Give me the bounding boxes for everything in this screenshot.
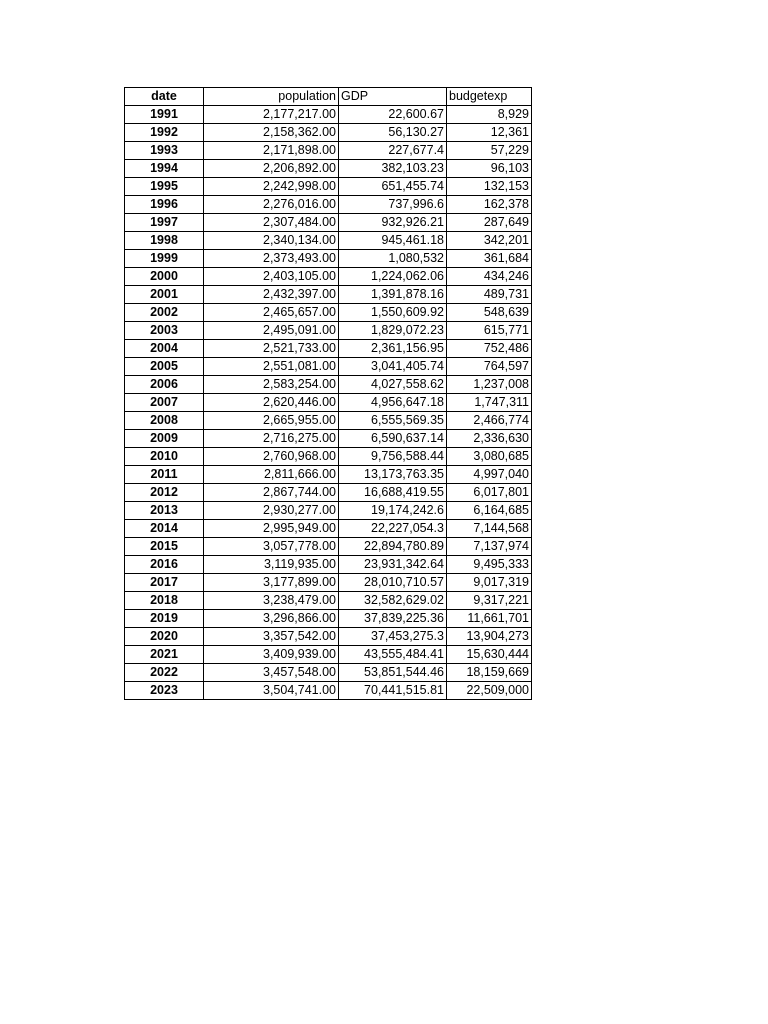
- table-row: [125, 556, 532, 574]
- cell-population: 2,716,275.00: [204, 430, 339, 448]
- header-row: [125, 88, 532, 106]
- table-row: [125, 142, 532, 160]
- table-row: [125, 520, 532, 538]
- cell-population: 3,119,935.00: [204, 556, 339, 574]
- cell-population: 2,177,217.00: [204, 106, 339, 124]
- cell-date: 2014: [125, 520, 204, 538]
- cell-gdp: 1,829,072.23: [339, 322, 447, 340]
- cell-gdp: 6,555,569.35: [339, 412, 447, 430]
- cell-population: 2,930,277.00: [204, 502, 339, 520]
- cell-population: 3,357,542.00: [204, 628, 339, 646]
- table-row: [125, 124, 532, 142]
- cell-gdp: 22,894,780.89: [339, 538, 447, 556]
- cell-budgetexp: 96,103: [447, 160, 532, 178]
- table-row: [125, 538, 532, 556]
- cell-date: 1999: [125, 250, 204, 268]
- cell-population: 2,158,362.00: [204, 124, 339, 142]
- cell-budgetexp: 615,771: [447, 322, 532, 340]
- cell-gdp: 2,361,156.95: [339, 340, 447, 358]
- cell-budgetexp: 1,237,008: [447, 376, 532, 394]
- cell-gdp: 16,688,419.55: [339, 484, 447, 502]
- cell-budgetexp: 1,747,311: [447, 394, 532, 412]
- cell-date: 2002: [125, 304, 204, 322]
- table-row: [125, 268, 532, 286]
- table-row: [125, 628, 532, 646]
- table-row: [125, 484, 532, 502]
- cell-date: 2013: [125, 502, 204, 520]
- cell-gdp: 4,027,558.62: [339, 376, 447, 394]
- cell-date: 2000: [125, 268, 204, 286]
- cell-date: 1997: [125, 214, 204, 232]
- cell-gdp: 1,550,609.92: [339, 304, 447, 322]
- table-row: [125, 592, 532, 610]
- cell-gdp: 4,956,647.18: [339, 394, 447, 412]
- cell-budgetexp: 9,017,319: [447, 574, 532, 592]
- cell-gdp: 1,224,062.06: [339, 268, 447, 286]
- cell-budgetexp: 342,201: [447, 232, 532, 250]
- cell-gdp: 70,441,515.81: [339, 682, 447, 700]
- table-row: [125, 376, 532, 394]
- cell-budgetexp: 12,361: [447, 124, 532, 142]
- cell-gdp: 1,391,878.16: [339, 286, 447, 304]
- cell-population: 2,811,666.00: [204, 466, 339, 484]
- cell-date: 2010: [125, 448, 204, 466]
- cell-population: 2,465,657.00: [204, 304, 339, 322]
- cell-gdp: 382,103.23: [339, 160, 447, 178]
- cell-date: 2019: [125, 610, 204, 628]
- cell-budgetexp: 4,997,040: [447, 466, 532, 484]
- cell-population: 2,307,484.00: [204, 214, 339, 232]
- cell-gdp: 945,461.18: [339, 232, 447, 250]
- cell-date: 2016: [125, 556, 204, 574]
- cell-gdp: 737,996.6: [339, 196, 447, 214]
- cell-date: 2008: [125, 412, 204, 430]
- cell-budgetexp: 7,144,568: [447, 520, 532, 538]
- table-row: [125, 664, 532, 682]
- table-row: [125, 574, 532, 592]
- cell-gdp: 9,756,588.44: [339, 448, 447, 466]
- cell-budgetexp: 764,597: [447, 358, 532, 376]
- table-row: [125, 448, 532, 466]
- cell-date: 1995: [125, 178, 204, 196]
- cell-budgetexp: 548,639: [447, 304, 532, 322]
- cell-population: 2,206,892.00: [204, 160, 339, 178]
- cell-date: 2004: [125, 340, 204, 358]
- header-budgetexp: budgetexp: [447, 88, 532, 106]
- cell-date: 2022: [125, 664, 204, 682]
- cell-population: 3,177,899.00: [204, 574, 339, 592]
- cell-gdp: 22,600.67: [339, 106, 447, 124]
- cell-gdp: 19,174,242.6: [339, 502, 447, 520]
- cell-gdp: 13,173,763.35: [339, 466, 447, 484]
- table-row: [125, 322, 532, 340]
- cell-budgetexp: 9,495,333: [447, 556, 532, 574]
- cell-population: 2,276,016.00: [204, 196, 339, 214]
- cell-date: 2011: [125, 466, 204, 484]
- cell-date: 1992: [125, 124, 204, 142]
- cell-budgetexp: 2,466,774: [447, 412, 532, 430]
- cell-budgetexp: 57,229: [447, 142, 532, 160]
- cell-budgetexp: 6,017,801: [447, 484, 532, 502]
- cell-gdp: 53,851,544.46: [339, 664, 447, 682]
- cell-budgetexp: 3,080,685: [447, 448, 532, 466]
- cell-date: 1996: [125, 196, 204, 214]
- header-population: population: [204, 88, 339, 106]
- table-row: [125, 682, 532, 700]
- cell-budgetexp: 9,317,221: [447, 592, 532, 610]
- cell-date: 2009: [125, 430, 204, 448]
- cell-population: 2,867,744.00: [204, 484, 339, 502]
- cell-population: 2,242,998.00: [204, 178, 339, 196]
- cell-gdp: 28,010,710.57: [339, 574, 447, 592]
- cell-date: 2020: [125, 628, 204, 646]
- table-row: [125, 430, 532, 448]
- cell-population: 2,521,733.00: [204, 340, 339, 358]
- cell-budgetexp: 287,649: [447, 214, 532, 232]
- cell-budgetexp: 434,246: [447, 268, 532, 286]
- cell-budgetexp: 132,153: [447, 178, 532, 196]
- cell-budgetexp: 18,159,669: [447, 664, 532, 682]
- table-row: [125, 286, 532, 304]
- cell-population: 3,409,939.00: [204, 646, 339, 664]
- cell-gdp: 43,555,484.41: [339, 646, 447, 664]
- table-row: [125, 232, 532, 250]
- cell-date: 2006: [125, 376, 204, 394]
- cell-date: 1994: [125, 160, 204, 178]
- cell-population: 2,171,898.00: [204, 142, 339, 160]
- cell-date: 1991: [125, 106, 204, 124]
- table-row: [125, 466, 532, 484]
- cell-population: 2,760,968.00: [204, 448, 339, 466]
- cell-date: 2021: [125, 646, 204, 664]
- cell-population: 2,620,446.00: [204, 394, 339, 412]
- cell-budgetexp: 489,731: [447, 286, 532, 304]
- cell-population: 2,583,254.00: [204, 376, 339, 394]
- cell-date: 2018: [125, 592, 204, 610]
- cell-population: 3,504,741.00: [204, 682, 339, 700]
- table-row: [125, 358, 532, 376]
- data-table: [124, 87, 532, 700]
- table-row: [125, 502, 532, 520]
- table-row: [125, 250, 532, 268]
- table-row: [125, 412, 532, 430]
- cell-population: 2,340,134.00: [204, 232, 339, 250]
- cell-gdp: 6,590,637.14: [339, 430, 447, 448]
- cell-date: 2012: [125, 484, 204, 502]
- cell-gdp: 3,041,405.74: [339, 358, 447, 376]
- table-row: [125, 340, 532, 358]
- cell-gdp: 56,130.27: [339, 124, 447, 142]
- cell-gdp: 1,080,532: [339, 250, 447, 268]
- cell-gdp: 651,455.74: [339, 178, 447, 196]
- header-date: date: [125, 88, 204, 106]
- cell-population: 2,665,955.00: [204, 412, 339, 430]
- cell-budgetexp: 8,929: [447, 106, 532, 124]
- table-row: [125, 214, 532, 232]
- cell-budgetexp: 22,509,000: [447, 682, 532, 700]
- table-row: [125, 304, 532, 322]
- cell-date: 2023: [125, 682, 204, 700]
- cell-gdp: 22,227,054.3: [339, 520, 447, 538]
- cell-gdp: 932,926.21: [339, 214, 447, 232]
- cell-budgetexp: 361,684: [447, 250, 532, 268]
- table-row: [125, 178, 532, 196]
- cell-budgetexp: 13,904,273: [447, 628, 532, 646]
- cell-gdp: 227,677.4: [339, 142, 447, 160]
- cell-budgetexp: 7,137,974: [447, 538, 532, 556]
- table-row: [125, 394, 532, 412]
- table-row: [125, 106, 532, 124]
- cell-population: 2,551,081.00: [204, 358, 339, 376]
- cell-budgetexp: 2,336,630: [447, 430, 532, 448]
- cell-population: 2,403,105.00: [204, 268, 339, 286]
- cell-date: 2005: [125, 358, 204, 376]
- cell-gdp: 32,582,629.02: [339, 592, 447, 610]
- table-row: [125, 196, 532, 214]
- header-gdp: GDP: [339, 88, 447, 106]
- cell-population: 2,495,091.00: [204, 322, 339, 340]
- table-body: [125, 88, 532, 700]
- cell-date: 1993: [125, 142, 204, 160]
- cell-population: 3,296,866.00: [204, 610, 339, 628]
- cell-budgetexp: 6,164,685: [447, 502, 532, 520]
- cell-population: 3,057,778.00: [204, 538, 339, 556]
- cell-budgetexp: 11,661,701: [447, 610, 532, 628]
- table-row: [125, 610, 532, 628]
- cell-date: 2017: [125, 574, 204, 592]
- table-row: [125, 160, 532, 178]
- cell-gdp: 37,839,225.36: [339, 610, 447, 628]
- cell-date: 2003: [125, 322, 204, 340]
- cell-gdp: 23,931,342.64: [339, 556, 447, 574]
- table-row: [125, 646, 532, 664]
- cell-population: 3,238,479.00: [204, 592, 339, 610]
- cell-population: 3,457,548.00: [204, 664, 339, 682]
- cell-population: 2,373,493.00: [204, 250, 339, 268]
- cell-budgetexp: 752,486: [447, 340, 532, 358]
- cell-population: 2,432,397.00: [204, 286, 339, 304]
- cell-date: 1998: [125, 232, 204, 250]
- cell-budgetexp: 162,378: [447, 196, 532, 214]
- cell-date: 2015: [125, 538, 204, 556]
- cell-gdp: 37,453,275.3: [339, 628, 447, 646]
- cell-date: 2007: [125, 394, 204, 412]
- cell-date: 2001: [125, 286, 204, 304]
- cell-budgetexp: 15,630,444: [447, 646, 532, 664]
- cell-population: 2,995,949.00: [204, 520, 339, 538]
